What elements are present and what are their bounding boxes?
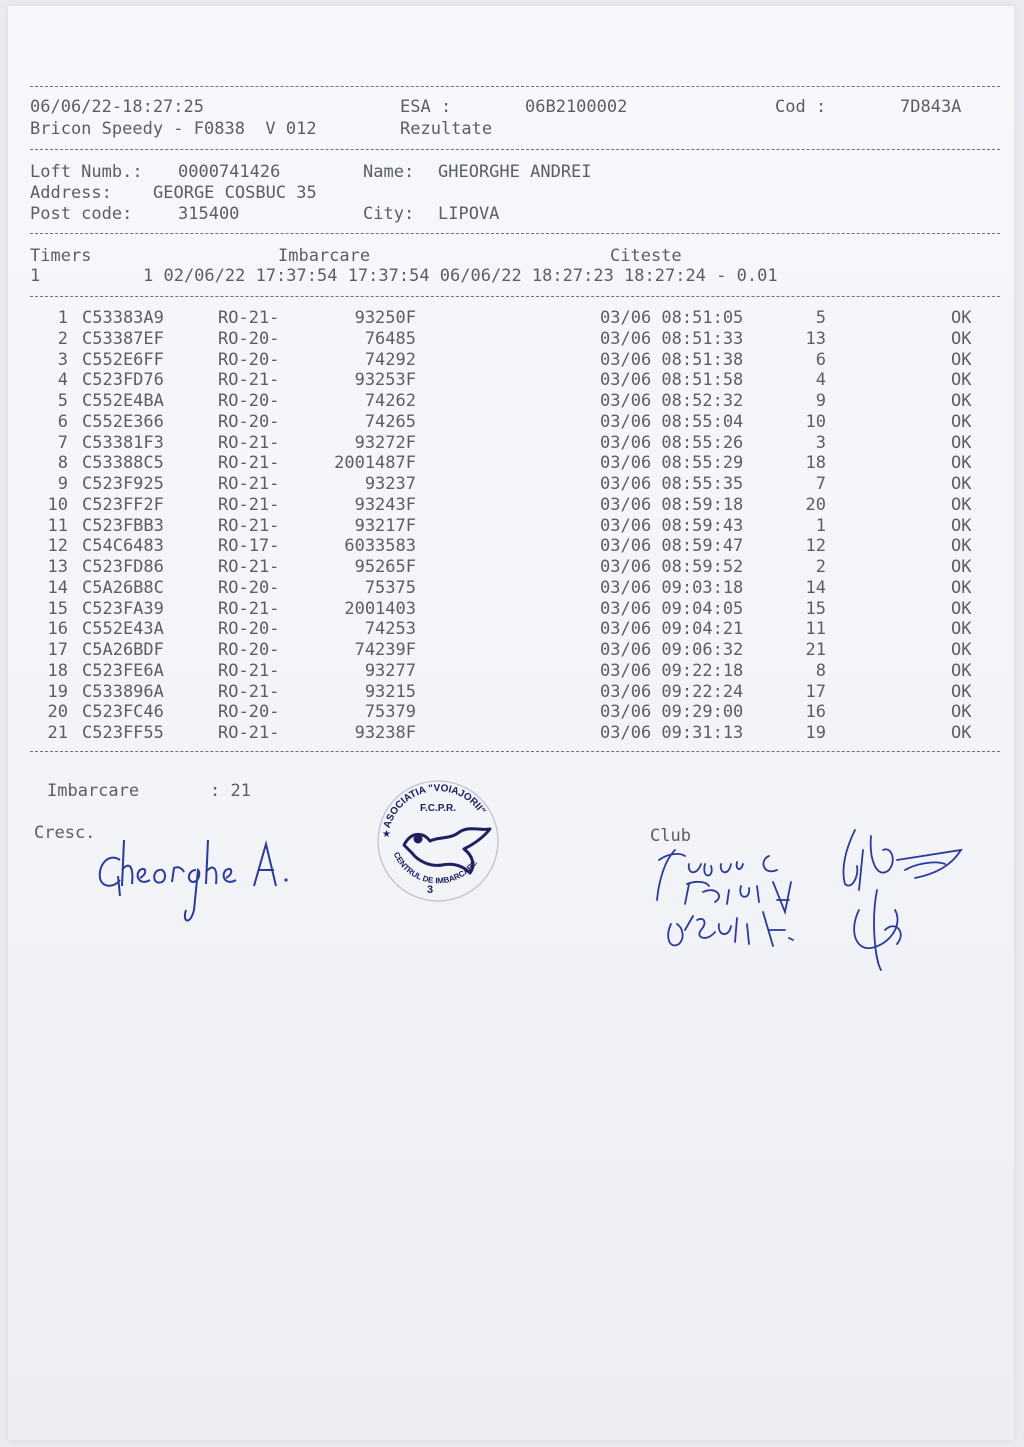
status: OK — [951, 391, 972, 411]
timer-record: 1 02/06/22 17:37:54 17:37:54 06/06/22 18:27:23 18:27:24 - 0.01 — [143, 266, 778, 286]
chip-code: C523FE6A — [82, 660, 164, 681]
table-row — [0, 329, 1000, 350]
divider — [30, 86, 1000, 87]
row-index: 21 — [47, 723, 68, 743]
arrival-time: 03/06 08:59:43 — [600, 515, 744, 536]
ring-number: 74262 — [364, 391, 416, 411]
row-index: 6 — [57, 411, 68, 432]
esa-value: 06B2100002 — [525, 97, 628, 117]
table-row — [0, 557, 1000, 578]
status: OK — [951, 474, 972, 494]
status: OK — [951, 349, 972, 370]
timers-imbarcare-label: Imbarcare — [278, 246, 371, 266]
ring-number: 93243F — [354, 494, 416, 515]
position: 10 — [805, 411, 826, 432]
device-info: Bricon Speedy - F0838 V 012 — [30, 119, 317, 139]
status: OK — [951, 577, 972, 598]
arrival-time: 03/06 09:31:13 — [600, 723, 744, 743]
arrival-time: 03/06 08:59:47 — [600, 536, 744, 557]
ring-number: 74253 — [364, 619, 416, 640]
row-index: 11 — [47, 515, 68, 536]
row-index: 4 — [57, 370, 68, 391]
esa-label: ESA : — [400, 97, 452, 117]
ring-number: 75379 — [364, 702, 416, 723]
loft-label: Loft Numb.: — [30, 162, 143, 182]
table-row — [0, 308, 1000, 329]
arrival-time: 03/06 09:29:00 — [600, 702, 744, 723]
position: 16 — [805, 702, 826, 723]
ring-prefix: RO-21- — [218, 723, 280, 743]
table-row — [0, 391, 1000, 412]
ring-number: 93277 — [364, 660, 416, 681]
row-index: 13 — [47, 557, 68, 577]
arrival-time: 03/06 09:22:24 — [600, 681, 744, 702]
position: 12 — [805, 536, 826, 557]
table-row — [0, 640, 1000, 661]
row-index: 2 — [57, 328, 68, 349]
imbarcare-total-label: Imbarcare — [47, 781, 140, 801]
chip-code: C552E43A — [82, 619, 164, 640]
table-row — [0, 516, 1000, 537]
status: OK — [951, 619, 972, 640]
table-row — [0, 661, 1000, 682]
arrival-time: 03/06 09:22:18 — [600, 660, 744, 681]
ring-prefix: RO-20- — [218, 391, 280, 411]
ring-prefix: RO-21- — [218, 474, 280, 494]
table-row — [0, 578, 1000, 599]
owner-city: LIPOVA — [438, 204, 500, 224]
position: 9 — [815, 391, 826, 411]
arrival-time: 03/06 08:52:32 — [600, 391, 744, 411]
ring-number: 95265F — [354, 557, 416, 577]
status: OK — [951, 536, 972, 557]
ring-number: 74265 — [364, 411, 416, 432]
row-index: 1 — [57, 308, 68, 328]
ring-number: 93250F — [354, 308, 416, 328]
table-row — [0, 536, 1000, 557]
table-row — [0, 474, 1000, 495]
divider — [30, 149, 1000, 150]
position: 17 — [805, 681, 826, 702]
print-datetime: 06/06/22-18:27:25 — [30, 97, 204, 117]
ring-number: 75375 — [364, 577, 416, 598]
position: 18 — [805, 453, 826, 474]
ring-number: 6033583 — [344, 536, 416, 557]
status: OK — [951, 723, 972, 743]
row-index: 12 — [47, 536, 68, 557]
chip-code: C53381F3 — [82, 432, 164, 453]
chip-code: C552E366 — [82, 411, 164, 432]
ring-prefix: RO-20- — [218, 411, 280, 432]
ring-number: 93238F — [354, 723, 416, 743]
table-row — [0, 433, 1000, 454]
ring-prefix: RO-21- — [218, 660, 280, 681]
chip-code: C523FA39 — [82, 598, 164, 619]
divider — [30, 233, 1000, 234]
position: 7 — [815, 474, 826, 494]
chip-code: C523FF55 — [82, 723, 164, 743]
arrival-time: 03/06 08:51:38 — [600, 349, 744, 370]
table-row — [0, 495, 1000, 516]
table-row — [0, 702, 1000, 723]
ring-prefix: RO-21- — [218, 370, 280, 391]
arrival-time: 03/06 08:59:18 — [600, 494, 744, 515]
chip-code: C54C6483 — [82, 536, 164, 557]
position: 8 — [815, 660, 826, 681]
chip-code: C53383A9 — [82, 308, 164, 328]
owner-postcode: 315400 — [178, 204, 240, 224]
chip-code: C523F925 — [82, 474, 164, 494]
city-label: City: — [363, 204, 415, 224]
row-index: 7 — [57, 432, 68, 453]
arrival-time: 03/06 08:55:04 — [600, 411, 744, 432]
imbarcare-total-value: : 21 — [210, 781, 251, 801]
status: OK — [951, 370, 972, 391]
timers-citeste-label: Citeste — [610, 246, 682, 266]
ring-prefix: RO-21- — [218, 515, 280, 536]
row-index: 18 — [47, 660, 68, 681]
ring-number: 76485 — [364, 328, 416, 349]
chip-code: C533896A — [82, 681, 164, 702]
status: OK — [951, 411, 972, 432]
chip-code: C523FC46 — [82, 702, 164, 723]
position: 2 — [815, 557, 826, 577]
timers-label: Timers — [30, 246, 92, 266]
ring-number: 93272F — [354, 432, 416, 453]
ring-number: 2001403 — [344, 598, 416, 619]
ring-prefix: RO-21- — [218, 308, 280, 328]
status: OK — [951, 328, 972, 349]
ring-prefix: RO-21- — [218, 557, 280, 577]
position: 15 — [805, 598, 826, 619]
status: OK — [951, 660, 972, 681]
owner-name: GHEORGHE ANDREI — [438, 162, 592, 182]
cod-value: 7D843A — [900, 97, 962, 117]
ring-number: 2001487F — [334, 453, 416, 474]
position: 19 — [805, 723, 826, 743]
position: 21 — [805, 640, 826, 660]
row-index: 8 — [57, 453, 68, 474]
table-row — [0, 723, 1000, 744]
chip-code: C523FD86 — [82, 557, 164, 577]
ring-prefix: RO-20- — [218, 349, 280, 370]
status: OK — [951, 494, 972, 515]
status: OK — [951, 681, 972, 702]
table-row — [0, 453, 1000, 474]
table-row — [0, 682, 1000, 703]
row-index: 17 — [47, 640, 68, 660]
loft-number: 0000741426 — [178, 162, 281, 182]
arrival-time: 03/06 08:55:26 — [600, 432, 744, 453]
arrival-time: 03/06 09:04:21 — [600, 619, 744, 640]
arrival-time: 03/06 09:06:32 — [600, 640, 744, 660]
position: 11 — [805, 619, 826, 640]
stamp-top-text: ASOCIATIA "VOIAJORII" — [381, 782, 488, 830]
chip-code: C523FBB3 — [82, 515, 164, 536]
stamp-star-icon: ★ — [382, 829, 391, 840]
table-row — [0, 599, 1000, 620]
chip-code: C5A26BDF — [82, 640, 164, 660]
divider — [30, 751, 1000, 752]
row-index: 16 — [47, 619, 68, 640]
association-stamp — [372, 775, 504, 907]
chip-code: C552E4BA — [82, 391, 164, 411]
document-title: Rezultate — [400, 119, 493, 139]
chip-code: C523FF2F — [82, 494, 164, 515]
stamp-number: 3 — [426, 884, 434, 896]
ring-number: 74292 — [364, 349, 416, 370]
arrival-time: 03/06 09:03:18 — [600, 577, 744, 598]
arrival-time: 03/06 08:51:33 — [600, 328, 744, 349]
stamp-org: F.C.P.R. — [420, 803, 456, 814]
position: 3 — [815, 432, 826, 453]
status: OK — [951, 640, 972, 660]
table-row — [0, 350, 1000, 371]
divider — [30, 296, 1000, 297]
owner-address: GEORGE COSBUC 35 — [153, 183, 317, 203]
club-signatures — [645, 820, 975, 980]
row-index: 3 — [57, 349, 68, 370]
status: OK — [951, 598, 972, 619]
cresc-label: Cresc. — [34, 823, 96, 843]
position: 6 — [815, 349, 826, 370]
cresc-signature — [90, 830, 310, 940]
status: OK — [951, 515, 972, 536]
ring-number: 93217F — [354, 515, 416, 536]
table-row — [0, 370, 1000, 391]
ring-number: 93215 — [364, 681, 416, 702]
ring-prefix: RO-20- — [218, 702, 280, 723]
arrival-time: 03/06 08:59:52 — [600, 557, 744, 577]
ring-prefix: RO-20- — [218, 619, 280, 640]
chip-code: C53388C5 — [82, 453, 164, 474]
row-index: 5 — [57, 391, 68, 411]
ring-number: 93237 — [364, 474, 416, 494]
club-label: Club — [650, 826, 691, 846]
ring-prefix: RO-21- — [218, 453, 280, 474]
chip-code: C5A26B8C — [82, 577, 164, 598]
row-index: 15 — [47, 598, 68, 619]
ring-prefix: RO-20- — [218, 640, 280, 660]
position: 14 — [805, 577, 826, 598]
position: 13 — [805, 328, 826, 349]
position: 4 — [815, 370, 826, 391]
row-index: 10 — [47, 494, 68, 515]
arrival-time: 03/06 08:51:58 — [600, 370, 744, 391]
row-index: 20 — [47, 702, 68, 723]
chip-code: C523FD76 — [82, 370, 164, 391]
arrival-time: 03/06 08:55:35 — [600, 474, 744, 494]
position: 5 — [815, 308, 826, 328]
arrival-time: 03/06 09:04:05 — [600, 598, 744, 619]
cod-label: Cod : — [775, 97, 827, 117]
status: OK — [951, 557, 972, 577]
status: OK — [951, 308, 972, 328]
status: OK — [951, 453, 972, 474]
ring-prefix: RO-21- — [218, 681, 280, 702]
position: 20 — [805, 494, 826, 515]
status: OK — [951, 702, 972, 723]
postcode-label: Post code: — [30, 204, 133, 224]
row-index: 19 — [47, 681, 68, 702]
ring-prefix: RO-17- — [218, 536, 280, 557]
ring-prefix: RO-20- — [218, 577, 280, 598]
table-row — [0, 619, 1000, 640]
arrival-time: 03/06 08:51:05 — [600, 308, 744, 328]
arrival-time: 03/06 08:55:29 — [600, 453, 744, 474]
chip-code: C53387EF — [82, 328, 164, 349]
ring-prefix: RO-21- — [218, 432, 280, 453]
name-label: Name: — [363, 162, 415, 182]
status: OK — [951, 432, 972, 453]
ring-prefix: RO-20- — [218, 328, 280, 349]
ring-number: 93253F — [354, 370, 416, 391]
address-label: Address: — [30, 183, 112, 203]
stamp-bottom-text: CENTRUL DE IMBARCARE — [391, 850, 480, 886]
chip-code: C552E6FF — [82, 349, 164, 370]
ring-prefix: RO-21- — [218, 598, 280, 619]
timer-index: 1 — [30, 266, 41, 286]
row-index: 9 — [57, 474, 68, 494]
table-row — [0, 412, 1000, 433]
row-index: 14 — [47, 577, 68, 598]
position: 1 — [815, 515, 826, 536]
ring-number: 74239F — [354, 640, 416, 660]
ring-prefix: RO-21- — [218, 494, 280, 515]
